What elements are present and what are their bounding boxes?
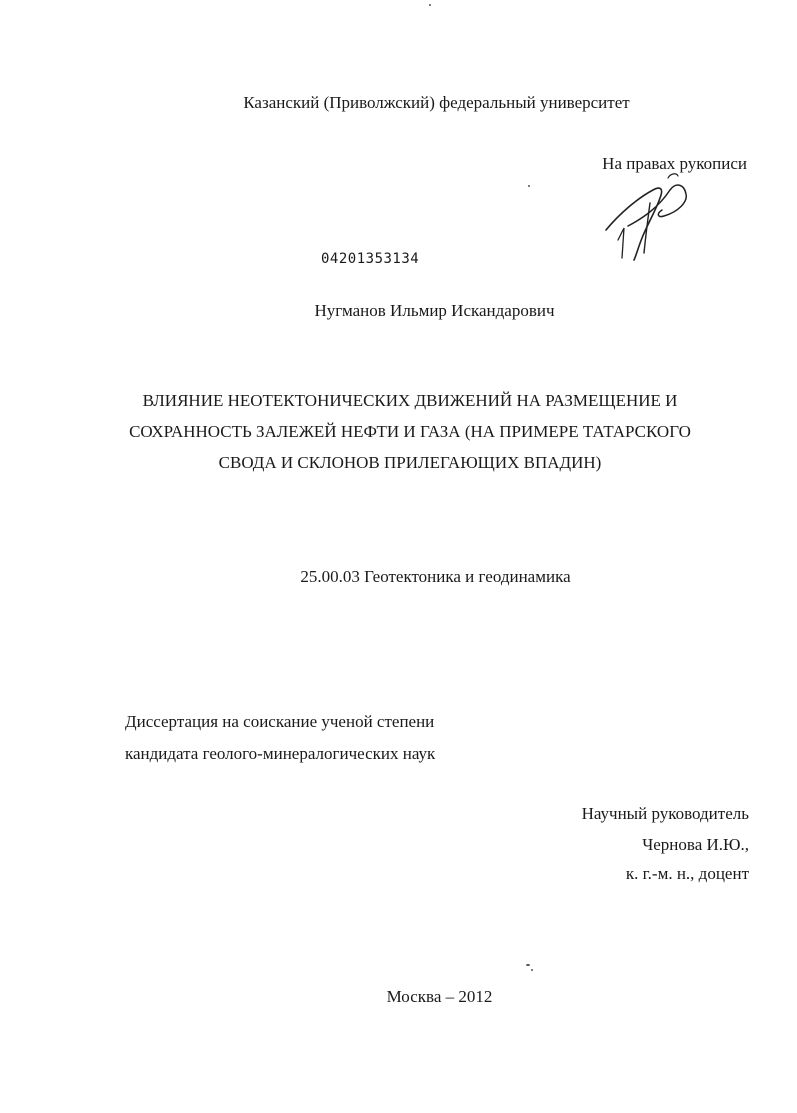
scan-speck xyxy=(528,185,530,187)
title-line: ВЛИЯНИЕ НЕОТЕКТОНИЧЕСКИХ ДВИЖЕНИЙ НА РАЗМЕЩЕНИЕ И xyxy=(142,391,678,410)
supervisor-role: Научный руководитель xyxy=(581,804,749,823)
degree-line-1: Диссертация на соискание ученой степени xyxy=(125,712,435,731)
dissertation-title xyxy=(100,385,720,478)
supervisor-title: к. г.-м. н., доцент xyxy=(625,864,749,883)
title-line: СВОДА И СКЛОНОВ ПРИЛЕГАЮЩИХ ВПАДИН) xyxy=(218,453,602,472)
handwritten-signature-icon xyxy=(598,168,708,263)
author-name: Нугманов Ильмир Искандарович xyxy=(314,301,555,320)
scan-speck xyxy=(531,969,533,971)
city-year: Москва – 2012 xyxy=(386,987,493,1006)
catalog-number: 04201353134 xyxy=(321,251,420,267)
degree-line-2: кандидата геолого-минералогических наук xyxy=(125,744,436,763)
manuscript-rights-note: На правах рукописи xyxy=(602,154,747,173)
title-line: СОХРАННОСТЬ ЗАЛЕЖЕЙ НЕФТИ И ГАЗА (НА ПРИМЕРЕ ТАТАРСКОГО xyxy=(129,422,691,441)
scan-speck xyxy=(429,4,431,6)
university-name: Казанский (Приволжский) федеральный университет xyxy=(243,93,630,112)
specialty-code: 25.00.03 Геотектоника и геодинамика xyxy=(300,567,571,586)
supervisor-name: Чернова И.Ю., xyxy=(642,835,749,854)
scan-speck xyxy=(526,964,530,966)
